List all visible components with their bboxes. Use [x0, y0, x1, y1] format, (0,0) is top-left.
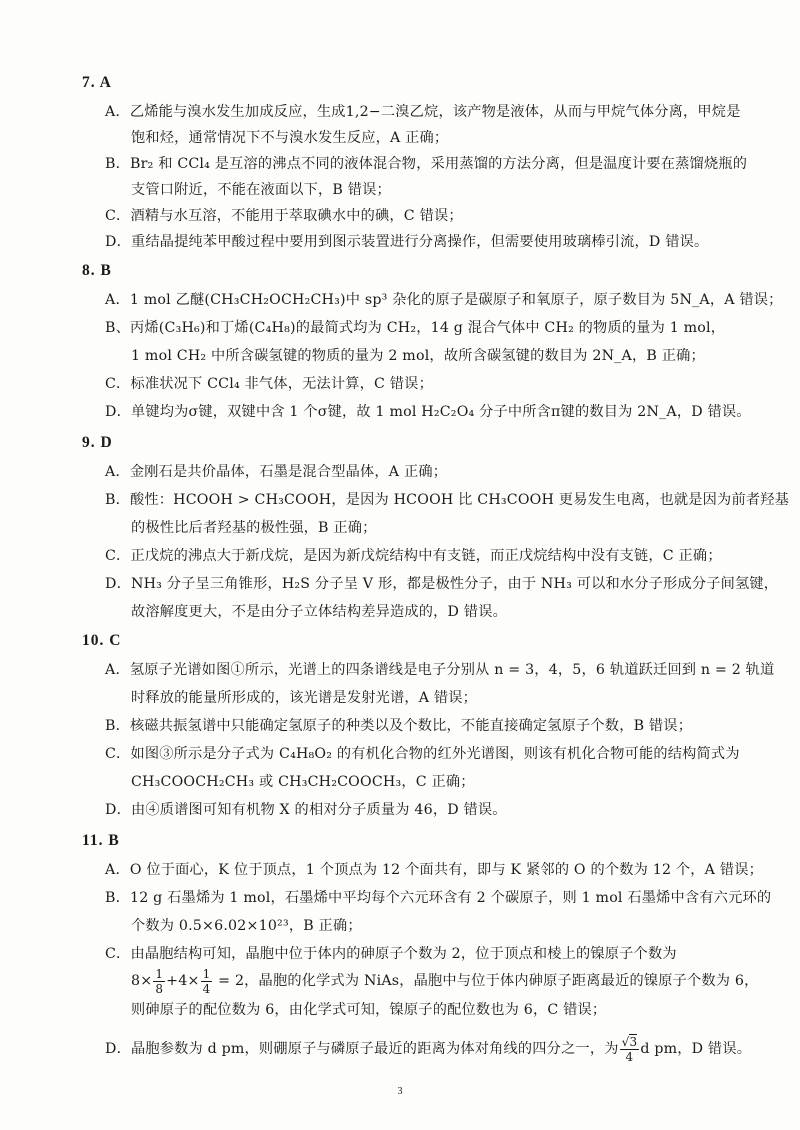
- q11-option-c-cont: 则砷原子的配位数为 6，由化学式可知，镍原子的配位数也为 6，C 错误；: [131, 1002, 607, 1018]
- formula-c-fraction-2: [201, 967, 213, 996]
- q10-option-d: D．由④质谱图可知有机物 X 的相对分子质量为 46，D 错误。: [105, 802, 507, 818]
- question-7-number: 7. A: [82, 74, 112, 91]
- question-8-number: 8. B: [82, 262, 112, 279]
- q9-option-a: A．金刚石是共价晶体，石墨是混合型晶体，A 正确；: [105, 464, 448, 480]
- fraction-2-denominator: 4: [202, 981, 211, 996]
- formula-c-term-a: 8×: [131, 973, 153, 989]
- q9-option-c: C．正戊烷的沸点大于新戊烷，是因为新戊烷结构中有支链，而正戊烷结构中没有支链，C 正确；: [105, 548, 722, 564]
- q10-option-c: C．如图③所示是分子式为 C₄H₈O₂ 的有机化合物的红外光谱图，则该有机化合物可能的结构简式为: [105, 746, 740, 762]
- q11-option-c-formula-line: [131, 966, 759, 996]
- q9-option-b: B．酸性：HCOOH > CH₃COOH，是因为 HCOOH 比 CH₃COOH 更易发生电离，也就是因为前者羟基: [105, 492, 789, 508]
- formula-c-fraction-1: [153, 967, 165, 996]
- q8-option-a: A．1 mol 乙醚(CH₃CH₂OCH₂CH₃)中 sp³ 杂化的原子是碳原子和氧原子，原子数目为 5N_A，A 错误；: [105, 292, 783, 308]
- formula-d-numerator: √3: [621, 1034, 638, 1049]
- q10-option-b: B．核磁共振氢谱中只能确定氢原子的种类以及个数比，不能直接确定氢原子个数，B 错误；: [105, 718, 693, 734]
- q7-option-a-cont: 饱和烃，通常情况下不与溴水发生反应，A 正确；: [131, 130, 449, 146]
- q11-option-d-tail: d pm，D 错误。: [640, 1041, 752, 1057]
- fraction-1-denominator: 8: [155, 981, 164, 996]
- q8-option-b-cont: 1 mol CH₂ 中所含碳氢键的物质的量为 2 mol，故所含碳氢键的数目为 2N_A，B 正确；: [131, 348, 705, 364]
- question-11-number: 11. B: [82, 832, 120, 849]
- question-9-number: 9. D: [82, 434, 113, 451]
- q11-option-d: [105, 1034, 752, 1064]
- formula-c-term-b: +4×: [166, 973, 200, 989]
- q11-option-c-formula-text: = 2，晶胞的化学式为 NiAs，晶胞中与位于体内砷原子距离最近的镍原子个数为 6，: [218, 973, 759, 989]
- q8-option-b: B、丙烯(C₃H₆)和丁烯(C₄H₈)的最简式均为 CH₂，14 g 混合气体中 CH₂ 的物质的量为 1 mol，: [105, 320, 726, 336]
- question-10-number: 10. C: [82, 632, 122, 649]
- q7-option-c: C．酒精与水互溶，不能用于萃取碘水中的碘，C 错误；: [105, 208, 463, 224]
- q9-option-b-cont: 的极性比后者羟基的极性强，B 正确；: [131, 520, 377, 536]
- fraction-2-numerator: 1: [202, 966, 211, 981]
- q9-option-d-cont: 故溶解度更大，不是由分子立体结构差异造成的，D 错误。: [131, 604, 507, 620]
- sqrt-radicand: 3: [629, 1034, 638, 1049]
- q7-option-d: D．重结晶提纯苯甲酸过程中要用到图示装置进行分离操作，但需要使用玻璃棒引流，D 错误。: [105, 234, 709, 250]
- formula-d-denominator: 4: [625, 1049, 634, 1064]
- q9-option-d: D．NH₃ 分子呈三角锥形，H₂S 分子呈 V 形，都是极性分子，由于 NH₃ 可以和水分子形成分子间氢键，: [105, 576, 779, 592]
- q10-option-a-cont: 时释放的能量所形成的，该光谱是发射光谱，A 错误；: [131, 690, 478, 706]
- q11-option-a: A．O 位于面心，K 位于顶点，1 个顶点为 12 个面共有，即与 K 紧邻的 O 的个数为 12 个，A 错误；: [105, 862, 763, 878]
- formula-d-fraction: [620, 1035, 640, 1064]
- q11-option-b: B．12 g 石墨烯为 1 mol，石墨烯中平均每个六元环含有 2 个碳原子，则 1 mol 石墨烯中含有六元环的: [105, 890, 772, 906]
- q7-option-b-cont: 支管口附近，不能在液面以下，B 错误；: [131, 182, 391, 198]
- q7-option-a: A．乙烯能与溴水发生加成反应，生成1,2−二溴乙烷，该产物是液体，从而与甲烷气体分离，甲烷是: [105, 104, 741, 120]
- q7-option-b: B．Br₂ 和 CCl₄ 是互溶的沸点不同的液体混合物，采用蒸馏的方法分离，但是温度计要在蒸馏烧瓶的: [105, 156, 748, 172]
- q11-option-b-cont: 个数为 0.5×6.02×10²³，B 正确；: [131, 918, 362, 934]
- q10-option-c-cont: CH₃COOCH₂CH₃ 或 CH₃CH₂COOCH₃，C 正确；: [131, 774, 475, 790]
- q11-option-c: C．由晶胞结构可知，晶胞中位于体内的砷原子个数为 2，位于顶点和棱上的镍原子个数为: [105, 946, 677, 962]
- q8-option-d: D．单键均为σ键，双键中含 1 个σ键，故 1 mol H₂C₂O₄ 分子中所含π键的数目为 2N_A，D 错误。: [105, 404, 751, 420]
- fraction-1-numerator: 1: [155, 966, 164, 981]
- q10-option-a: A．氢原子光谱如图①所示，光谱上的四条谱线是电子分别从 n = 3，4，5，6 轨道跃迁回到 n = 2 轨道: [105, 662, 775, 678]
- q8-option-c: C．标准状况下 CCl₄ 非气体，无法计算，C 错误；: [105, 376, 433, 392]
- q11-option-d-text: D．晶胞参数为 d pm，则硼原子与磷原子最近的距离为体对角线的四分之一，为: [105, 1041, 619, 1057]
- page-number: 3: [397, 1086, 403, 1097]
